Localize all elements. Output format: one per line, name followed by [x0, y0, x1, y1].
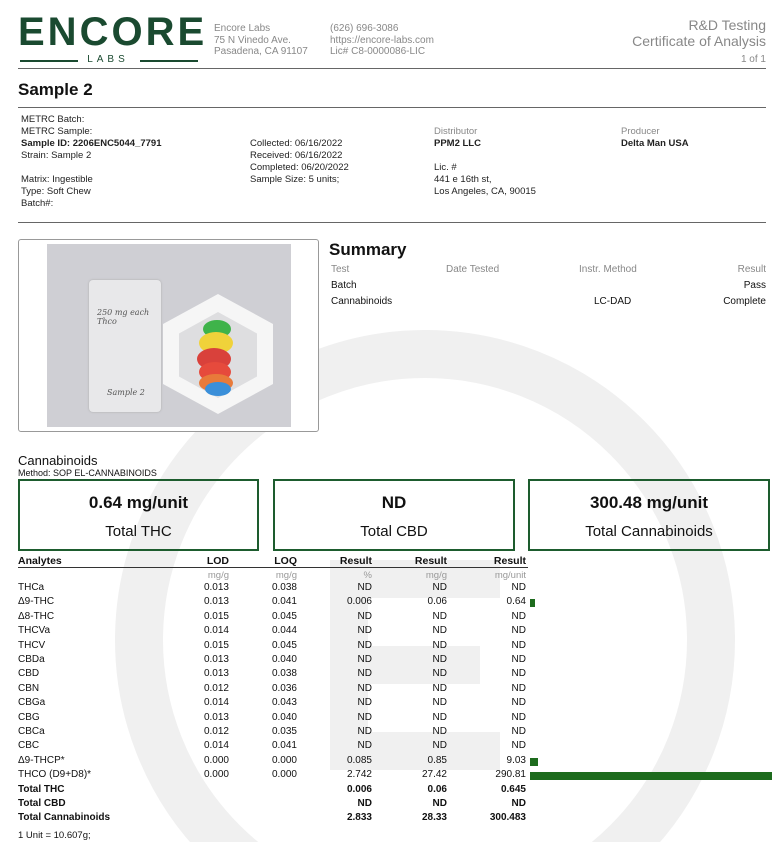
cell-mgg: ND	[432, 625, 447, 637]
document-title	[632, 17, 766, 49]
cell-lod: 0.015	[203, 639, 229, 651]
cell-pct: ND	[357, 639, 372, 651]
cell-pct: ND	[357, 654, 372, 665]
lab-name: Encore Labs	[214, 23, 271, 34]
total-cell-pct: 2.833	[346, 812, 372, 824]
total-cell-mgu: 300.483	[489, 812, 526, 824]
cell-mgu: ND	[511, 668, 526, 680]
sample-info	[21, 114, 161, 210]
result-bar	[530, 772, 772, 780]
logo-line-right	[140, 60, 198, 62]
total-cell-mgu: ND	[511, 798, 526, 809]
lab-address	[214, 23, 308, 58]
cell-pct: ND	[357, 697, 372, 709]
cell-lod: 0.000	[203, 754, 229, 766]
kpi-total-cbd-value: ND	[381, 493, 407, 512]
kpi-total-thc-label: Total THC	[105, 523, 172, 540]
cell-mgg: ND	[432, 668, 447, 680]
info-divider	[18, 222, 766, 223]
cell-lod: 0.013	[203, 596, 229, 608]
total-cell-pct: ND	[357, 798, 372, 809]
cell-lod: 0.014	[203, 697, 229, 709]
cell-loq: 0.036	[271, 682, 297, 694]
cell-name: CBC	[18, 740, 40, 752]
kpi-total-cannabinoids-label: Total Cannabinoids	[585, 523, 713, 540]
cell-name: CBCa	[18, 726, 45, 737]
cell-mgg: ND	[432, 582, 447, 593]
cell-name: Δ9-THC	[18, 596, 55, 608]
cannabinoids-title: Cannabinoids	[18, 453, 98, 468]
table-row	[0, 654, 783, 668]
unit-footnote: 1 Unit = 10.607g;	[18, 830, 91, 841]
sample-dates	[250, 138, 349, 186]
cannabinoids-method: Method: SOP EL-CANNABINOIDS	[18, 468, 157, 478]
table-row	[0, 640, 783, 654]
bag-text-line2: Thco	[97, 317, 117, 326]
kpi-total-cbd-label: Total CBD	[360, 523, 428, 540]
total-cell-mgu: 0.645	[500, 783, 526, 795]
cell-name: CBN	[18, 682, 40, 694]
col-header-analytes: Analytes	[18, 555, 62, 567]
doc-title-line1: R&D Testing	[688, 17, 766, 33]
cell-lod: 0.013	[203, 711, 229, 723]
table-row	[0, 625, 783, 639]
producer-label: Producer	[621, 126, 660, 137]
cell-name: THCV	[18, 639, 46, 651]
col-header-loq: LOQ	[274, 555, 297, 567]
col-header-lod: LOD	[206, 555, 229, 567]
cell-loq: 0.045	[271, 639, 297, 651]
cell-mgu: ND	[511, 654, 526, 665]
cell-lod: 0.014	[203, 625, 229, 637]
total-cell-mgg: 28.33	[421, 812, 447, 824]
batch-number: Batch#:	[21, 198, 54, 209]
logo-labs: LABS	[87, 54, 129, 65]
title-divider	[18, 107, 766, 108]
cell-loq: 0.044	[271, 625, 297, 637]
lab-license: Lic# C8-0000086-LIC	[330, 46, 426, 57]
kpi-total-thc	[18, 479, 259, 551]
cell-loq: 0.038	[271, 582, 297, 593]
table-row	[0, 582, 783, 596]
cell-name: CBG	[18, 711, 40, 723]
total-cell-name: Total CBD	[18, 798, 66, 809]
cell-mgg: ND	[432, 740, 447, 752]
lab-website[interactable]: https://encore-labs.com	[330, 34, 434, 46]
page-number: 1 of 1	[740, 54, 766, 65]
summary-test-cannabinoids: Cannabinoids	[331, 296, 393, 307]
sample-bag	[89, 280, 161, 412]
sample-size: Sample Size: 5 units;	[250, 174, 340, 185]
cell-loq: 0.000	[271, 754, 297, 766]
lab-phone: (626) 696-3086	[330, 23, 399, 34]
metrc-batch: METRC Batch:	[21, 114, 85, 125]
sample-id: Sample ID: 2206ENC5044_7791	[21, 138, 162, 149]
bag-sample-label: Sample 2	[107, 388, 145, 397]
cell-mgu: 290.81	[495, 769, 526, 781]
producer-info	[621, 126, 689, 150]
total-cell-name: Total Cannabinoids	[18, 812, 111, 824]
cell-pct: 0.006	[346, 596, 372, 608]
sample-photo-frame	[18, 239, 319, 432]
cell-mgu: ND	[511, 726, 526, 737]
cell-pct: ND	[357, 711, 372, 723]
cell-lod: 0.013	[203, 668, 229, 680]
unit-pct: %	[363, 570, 372, 581]
table-row	[0, 697, 783, 711]
table-row	[0, 740, 783, 754]
type: Type: Soft Chew	[21, 186, 91, 197]
table-row	[0, 596, 783, 610]
summary-header-date: Date Tested	[446, 264, 500, 275]
cell-loq: 0.035	[271, 726, 297, 737]
cell-mgg: ND	[432, 639, 447, 651]
distributor-lic: Lic. #	[434, 162, 457, 173]
total-cell-mgg: 0.06	[427, 783, 447, 795]
metrc-sample: METRC Sample:	[21, 126, 93, 137]
cell-mgg: ND	[432, 726, 447, 737]
cell-pct: ND	[357, 668, 372, 680]
total-cell-name: Total THC	[18, 783, 65, 795]
cell-mgu: ND	[511, 740, 526, 752]
cell-name: THCVa	[18, 625, 51, 637]
cell-pct: ND	[357, 726, 372, 737]
candy-blue	[205, 382, 231, 396]
kpi-total-cbd	[273, 479, 515, 551]
cell-mgg: ND	[432, 654, 447, 665]
cell-mgg: ND	[432, 711, 447, 723]
sample-title: Sample 2	[18, 80, 93, 99]
cell-name: CBGa	[18, 697, 46, 709]
cell-loq: 0.041	[271, 740, 297, 752]
kpi-total-cannabinoids	[528, 479, 770, 551]
cell-mgg: 27.42	[421, 769, 447, 781]
cell-mgg: ND	[432, 697, 447, 709]
cell-name: Δ8-THC	[18, 610, 55, 622]
cell-loq: 0.000	[271, 769, 297, 781]
summary-header-test: Test	[331, 264, 350, 275]
matrix: Matrix: Ingestible	[21, 174, 93, 185]
unit-mgu: mg/unit	[494, 570, 526, 581]
cell-lod: 0.013	[203, 582, 229, 593]
cell-pct: ND	[357, 610, 372, 622]
cell-mgu: 9.03	[506, 754, 526, 766]
unit-lod: mg/g	[207, 570, 229, 581]
cell-pct: ND	[357, 582, 372, 593]
cell-mgu: 0.64	[506, 596, 526, 608]
cell-mgu: ND	[511, 610, 526, 622]
cell-name: THCa	[18, 582, 45, 593]
doc-title-line2: Certificate of Analysis	[632, 33, 766, 49]
cell-loq: 0.040	[271, 654, 297, 665]
cell-mgg: ND	[432, 682, 447, 694]
cell-mgu: ND	[511, 711, 526, 723]
distributor-address1: 441 e 16th st,	[434, 174, 492, 185]
bag-text-line1: 250 mg each	[97, 308, 150, 317]
received-date: Received: 06/16/2022	[250, 150, 343, 161]
cell-lod: 0.013	[203, 654, 229, 665]
encore-logo	[18, 10, 208, 67]
table-row	[0, 726, 783, 740]
cell-lod: 0.000	[203, 769, 229, 781]
col-header-result-mgu: Result	[493, 555, 526, 567]
cell-lod: 0.012	[203, 682, 229, 694]
result-bar	[530, 758, 538, 766]
strain: Strain: Sample 2	[21, 150, 92, 161]
cell-mgu: ND	[511, 625, 526, 637]
col-header-result-mgg: Result	[414, 555, 447, 567]
cell-mgg: 0.85	[427, 754, 447, 766]
cell-loq: 0.040	[271, 711, 297, 723]
unit-mgg: mg/g	[425, 570, 447, 581]
cell-mgu: ND	[511, 639, 526, 651]
completed-date: Completed: 06/20/2022	[250, 162, 349, 173]
table-row	[0, 668, 783, 682]
cell-name: THCO (D9+D8)*	[18, 769, 92, 781]
cell-loq: 0.038	[271, 668, 297, 680]
total-row	[0, 798, 783, 812]
summary-method-cannabinoids: LC-DAD	[594, 296, 632, 307]
total-cell-pct: 0.006	[346, 783, 372, 795]
cell-pct: 2.742	[346, 769, 372, 781]
cell-lod: 0.012	[203, 726, 229, 737]
table-row	[0, 683, 783, 697]
summary-header-method: Instr. Method	[579, 264, 637, 275]
cell-loq: 0.043	[271, 697, 297, 709]
lab-contact	[330, 23, 434, 58]
table-header-divider	[18, 567, 528, 568]
cell-mgg: ND	[432, 610, 447, 622]
cell-mgu: ND	[511, 582, 526, 593]
summary-title: Summary	[329, 240, 407, 259]
lab-address-line1: 75 N Vinedo Ave.	[214, 34, 291, 46]
table-row	[0, 769, 783, 783]
cell-loq: 0.045	[271, 610, 297, 622]
cell-name: CBD	[18, 668, 40, 680]
total-row	[0, 812, 783, 826]
table-row	[0, 611, 783, 625]
cell-pct: ND	[357, 740, 372, 752]
col-header-result-pct: Result	[339, 555, 372, 567]
summary-result-batch: Pass	[743, 280, 766, 291]
sample-photo	[47, 244, 291, 427]
cell-pct: ND	[357, 682, 372, 694]
distributor-name: PPM2 LLC	[434, 138, 481, 149]
table-row	[0, 755, 783, 769]
kpi-total-thc-value: 0.64 mg/unit	[88, 493, 189, 512]
cell-mgg: 0.06	[427, 596, 447, 608]
cell-lod: 0.015	[203, 610, 229, 622]
distributor-info	[434, 126, 536, 198]
cell-name: Δ9-THCP*	[18, 754, 65, 766]
total-cell-mgg: ND	[432, 798, 447, 809]
unit-loq: mg/g	[275, 570, 297, 581]
distributor-address2: Los Angeles, CA, 90015	[434, 186, 536, 197]
distributor-label: Distributor	[434, 126, 478, 137]
header-divider	[18, 68, 766, 69]
collected-date: Collected: 06/16/2022	[250, 138, 343, 149]
cell-name: CBDa	[18, 654, 45, 665]
producer-name: Delta Man USA	[621, 138, 689, 149]
table-row	[0, 712, 783, 726]
summary-result-cannabinoids: Complete	[723, 296, 766, 307]
summary-header-result: Result	[737, 264, 766, 275]
lab-address-line2: Pasadena, CA 91107	[214, 46, 308, 57]
bag-handwriting	[97, 308, 149, 326]
total-row	[0, 784, 783, 798]
cell-lod: 0.014	[203, 740, 229, 752]
result-bar	[530, 599, 535, 607]
kpi-total-cannabinoids-value: 300.48 mg/unit	[589, 493, 709, 512]
cell-mgu: ND	[511, 682, 526, 694]
cell-loq: 0.041	[271, 596, 297, 608]
summary-test-batch: Batch	[331, 280, 357, 291]
cell-pct: 0.085	[346, 754, 372, 766]
logo-word: ENCORE	[18, 10, 208, 54]
logo-sub	[18, 53, 198, 67]
cell-pct: ND	[357, 625, 372, 637]
cell-mgu: ND	[511, 697, 526, 709]
